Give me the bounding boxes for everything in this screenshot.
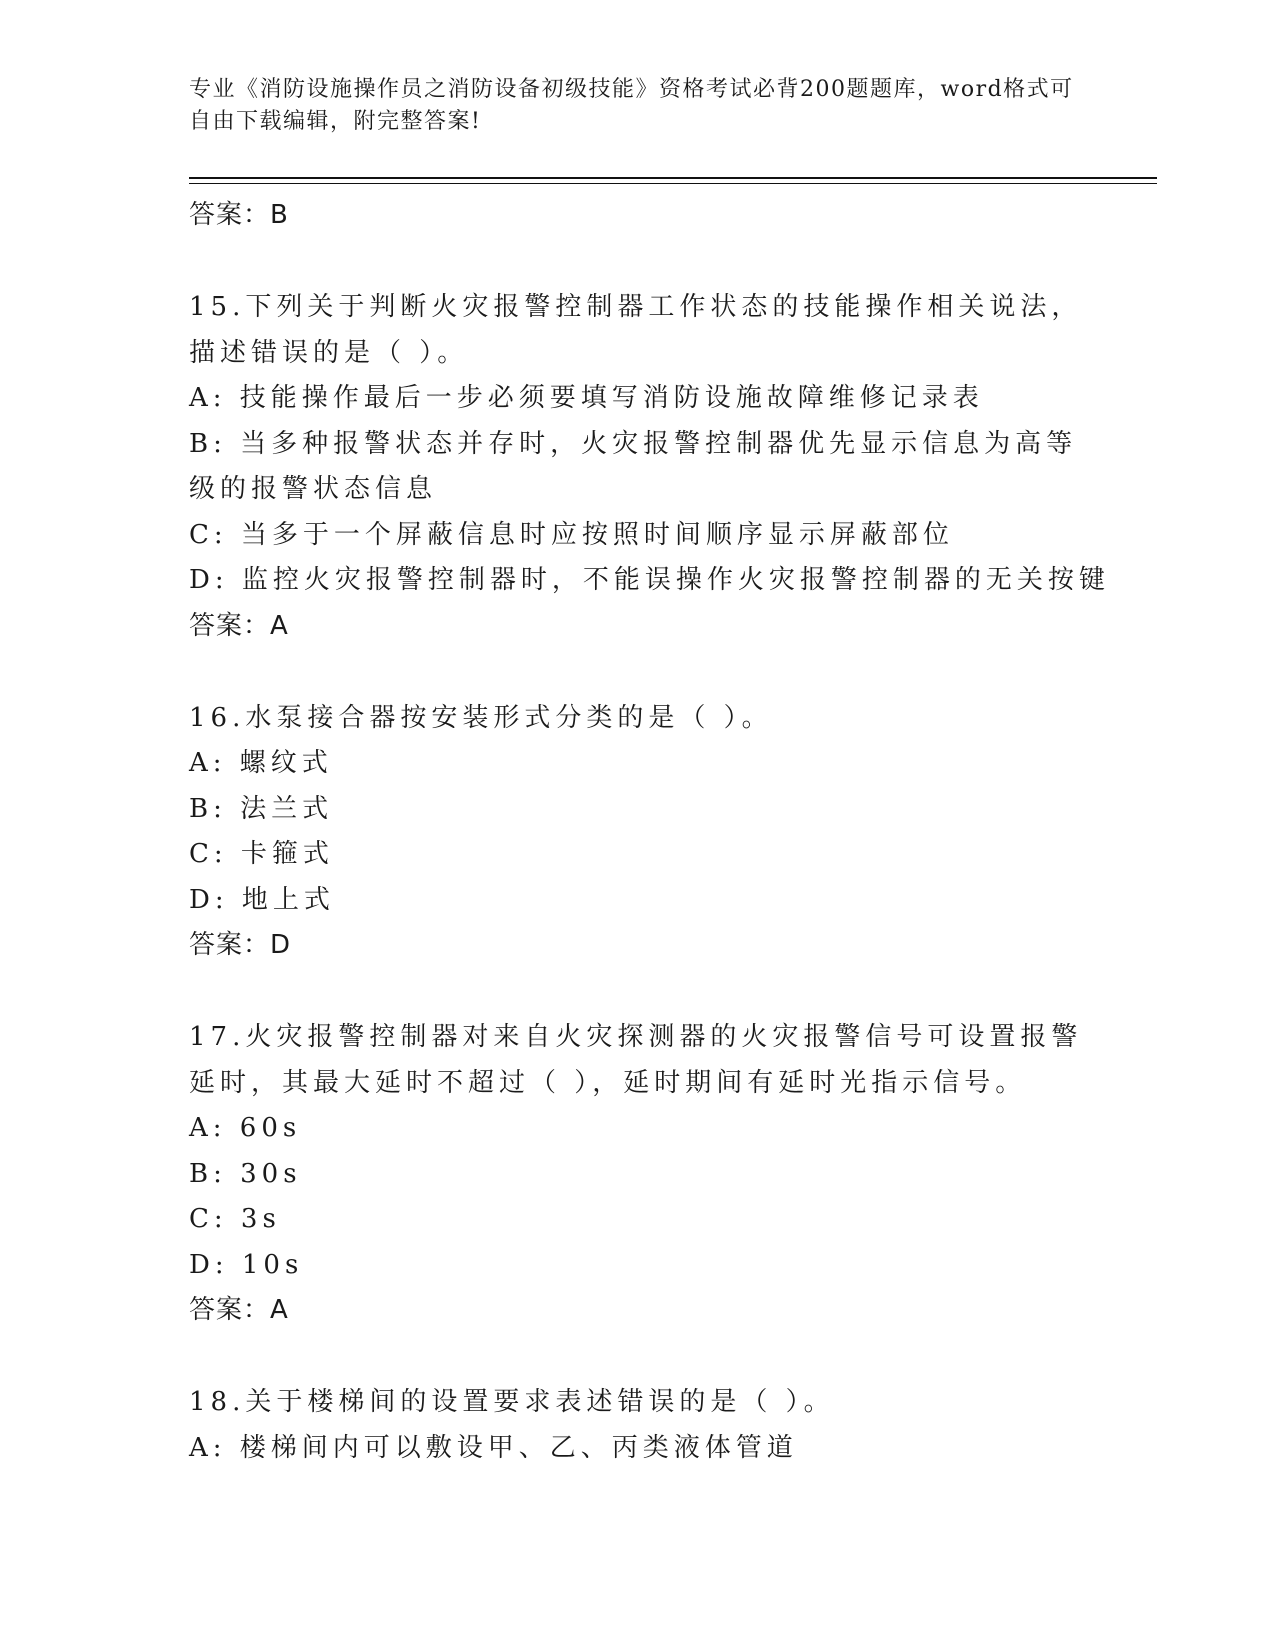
option-a: A: 60s — [189, 1113, 302, 1143]
question-stem: 18.关于楼梯间的设置要求表述错误的是（ ）。 — [189, 1387, 835, 1417]
answer-line: 答案：D — [189, 930, 292, 960]
spacer — [189, 648, 1089, 696]
question-stem: 15.下列关于判断火灾报警控制器工作状态的技能操作相关说法，描述错误的是（ ）。 — [189, 292, 1083, 368]
option-d: D: 监控火灾报警控制器时，不能误操作火灾报警控制器的无关按键 — [189, 565, 1110, 595]
question-17 — [189, 1015, 1089, 1332]
page-header: 专业《消防设施操作员之消防设备初级技能》资格考试必背200题题库，word格式可自由下载编辑，附完整答案! — [189, 77, 1074, 134]
answer-line: 答案：B — [189, 200, 289, 230]
option-a: A: 技能操作最后一步必须要填写消防设施故障维修记录表 — [189, 383, 984, 413]
question-stem: 16.水泵接合器按安装形式分类的是（ ）。 — [189, 702, 773, 733]
header-divider-thin — [189, 183, 1157, 184]
answer-line: 答案：A — [189, 1295, 289, 1325]
document-body — [189, 193, 1110, 1471]
option-d: D: 地上式 — [189, 884, 335, 915]
answer-line: 答案：A — [189, 610, 289, 641]
option-b: B: 法兰式 — [189, 793, 334, 824]
option-c: C: 3s — [189, 1204, 281, 1234]
option-c: C: 卡箍式 — [189, 839, 334, 869]
header-divider — [189, 177, 1157, 179]
option-a: A: 楼梯间内可以敷设甲、乙、丙类液体管道 — [189, 1432, 798, 1463]
question-15 — [189, 285, 1110, 648]
option-a: A: 螺纹式 — [189, 748, 333, 778]
option-b: B: 当多种报警状态并存时，火灾报警控制器优先显示信息为高等级的报警状态信息 — [189, 428, 1078, 504]
option-b: B: 30s — [189, 1158, 302, 1189]
question-stem: 17.火灾报警控制器对来自火灾探测器的火灾报警信号可设置报警延时，其最大延时不超过（ ），延时期间有延时光指示信号。 — [189, 1022, 1083, 1098]
spacer — [189, 237, 1089, 285]
question-18 — [189, 1380, 1089, 1471]
question-16 — [189, 696, 1089, 968]
spacer — [189, 967, 1089, 1015]
spacer — [189, 1332, 1089, 1380]
option-c: C: 当多于一个屏蔽信息时应按照时间顺序显示屏蔽部位 — [189, 519, 954, 550]
option-d: D: 10s — [189, 1249, 304, 1280]
